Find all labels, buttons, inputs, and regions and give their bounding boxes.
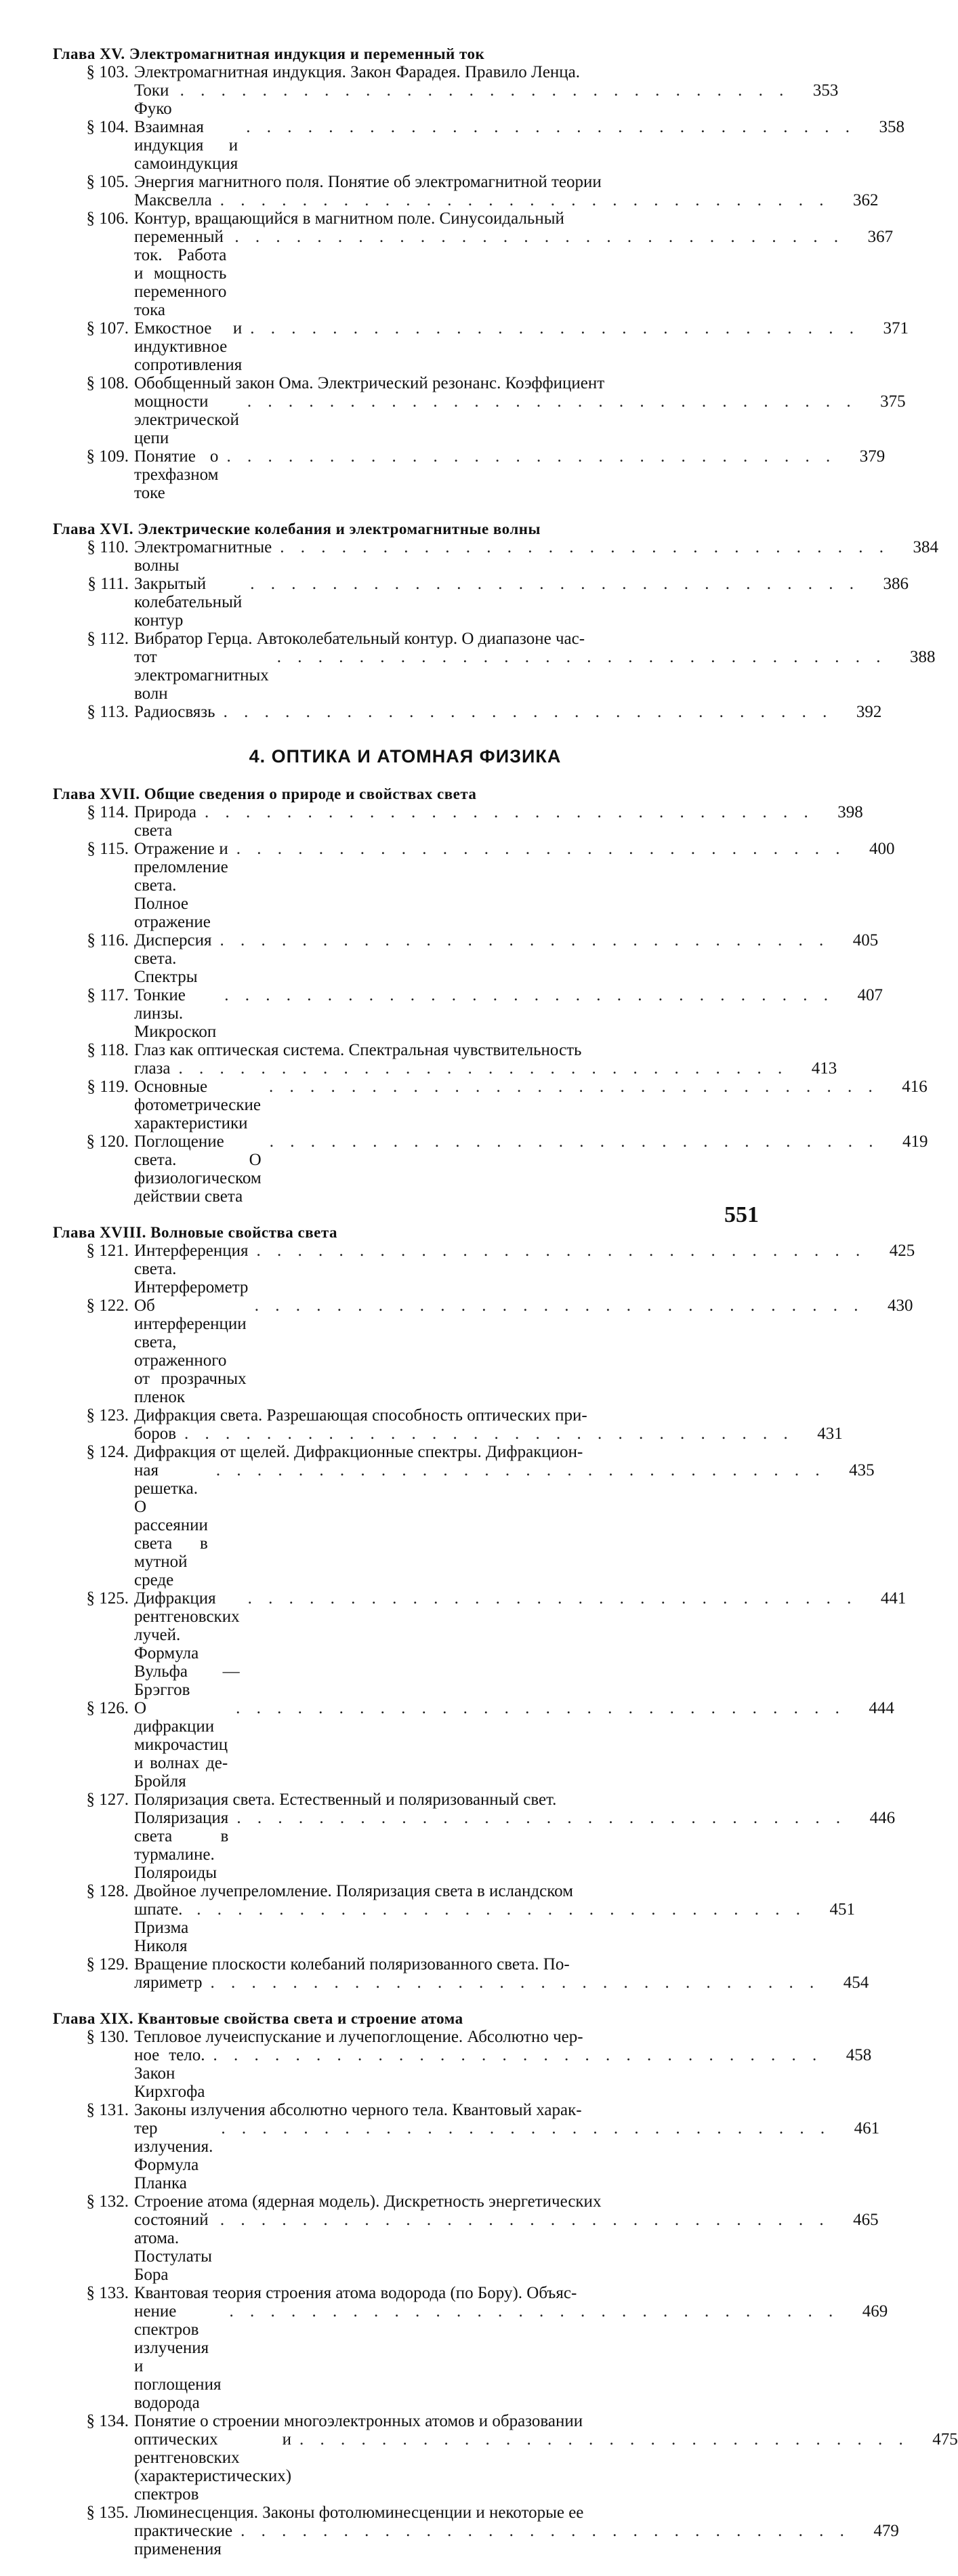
entry-line [134,81,838,118]
page-ref: 451 [829,1900,855,1919]
entry-line [134,2119,879,2192]
entry-text: боров [134,1425,177,1443]
leader-dots: . . . . . . . . . . . . . . . . . . . . . . . . . . . . . . [220,2211,830,2229]
toc-entry [53,931,879,986]
entry-line [134,2503,899,2522]
entry-text: Тепловое лучеиспускание и лучепоглощение. Абсолютно чер- [134,2028,583,2046]
entry-body [134,2101,879,2192]
toc-entry [53,1078,928,1132]
entry-text: практические применения [134,2522,233,2558]
leader-dots: . . . . . . . . . . . . . . . . . . . . . . . . . . . . . . [254,1296,865,1315]
page-ref: 435 [849,1461,875,1479]
section-number: § 119. [87,1078,129,1096]
entry-text: Об интерференции света, отраженного от прозрачных пленок [134,1296,247,1406]
leader-dots: . . . . . . . . . . . . . . . . . . . . . . . . . . . . . . [229,2302,839,2321]
entry-text: переменный ток. Работа и мощность переменного тока [134,228,227,319]
entry-text: Поляризация света. Естественный и поляризованный свет. [134,1791,557,1809]
entry-line [134,1443,875,1461]
entry-text: Дисперсия света. Спектры [134,931,212,986]
toc-entry [53,538,939,575]
entry-body [134,63,838,118]
entry-text: ляриметр [134,1974,203,1992]
entry-text: ная решетка. О рассеянии света в мутной среде [134,1461,208,1589]
entry-line [134,986,883,1041]
section-number: § 117. [87,986,129,1004]
entry-body [134,2192,879,2284]
entry-line [134,1296,913,1406]
page-ref: 405 [852,931,879,949]
entry-text: тот электромагнитных волн [134,648,269,703]
leader-dots: . . . . . . . . . . . . . . . . . . . . . . . . . . . . . . [220,191,830,209]
section-number: § 107. [86,319,129,338]
toc-entry [53,63,839,118]
leader-dots: . . . . . . . . . . . . . . . . . . . . . . . . . . . . . . [196,1900,806,1919]
entry-line [134,1900,855,1955]
toc-entry [53,447,886,502]
entry-line [134,2284,888,2302]
entry-body [134,2412,958,2503]
entry-body [134,1041,837,1078]
page-ref: 379 [859,447,886,466]
section-number: § 124. [86,1443,129,1461]
entry-body [134,840,894,931]
entry-body [134,986,883,1041]
section-number: § 120. [86,1132,129,1151]
toc-entry [53,703,882,721]
leader-dots: . . . . . . . . . . . . . . . . . . . . . . . . . . . . . . [234,228,845,246]
page-ref: 384 [913,538,939,556]
entry-line [134,209,893,228]
entry-line [134,63,838,81]
toc-entry [53,118,904,173]
section-number: § 104. [86,118,129,136]
page-number: 551 [724,1202,759,1227]
toc-entry [53,1955,869,1992]
chapter-title: Глава XIX. Квантовые свойства света и строение атома [53,2010,463,2027]
entry-line [134,1809,895,1882]
entry-text: Поляризация света в турмалине. Поляроиды [134,1809,229,1882]
entry-text: Люминесценция. Законы фотолюминесценции и некоторые ее [134,2503,584,2522]
entry-text: шпате. Призма Николя [134,1900,189,1955]
entry-line [134,173,879,191]
toc-entry [53,840,895,931]
page-ref: 407 [857,986,883,1004]
entry-line [134,1078,928,1132]
chapter-title: Глава XVIII. Волновые свойства света [53,1224,337,1241]
leader-dots: . . . . . . . . . . . . . . . . . . . . . . . . . . . . . . [241,2522,850,2540]
toc-entry [53,803,863,840]
section-number: § 113. [87,703,129,721]
section-number: § 116. [87,931,129,949]
entry-text: глаза [134,1059,171,1078]
entry-line [134,1974,869,1992]
entry-body [134,2503,899,2558]
chapter-block [53,45,909,502]
toc-entry [53,1791,896,1882]
entry-text: Квантовая теория строения атома водорода (по Бору). Объяс- [134,2284,577,2302]
entry-body [134,1078,928,1132]
section-number: § 111. [87,575,129,593]
entry-line [134,118,904,173]
entry-text: Вращение плоскости колебаний поляризованного света. По- [134,1955,570,1974]
page-ref: 413 [811,1059,837,1078]
leader-dots: . . . . . . . . . . . . . . . . . . . . . . . . . . . . . . [224,986,834,1004]
page-ref: 461 [854,2119,880,2138]
leader-dots: . . . . . . . . . . . . . . . . . . . . . . . . . . . . . . [246,118,856,136]
entry-line [134,1791,895,1809]
entry-body [134,1406,843,1443]
entry-body [134,2028,871,2101]
table-of-contents [53,45,958,2576]
toc-entry [53,1406,843,1443]
entry-line [134,1699,894,1791]
entry-line [134,1882,855,1900]
page-ref: 367 [867,228,894,246]
page-ref: 444 [869,1699,894,1717]
entry-text: Электромагнитная индукция. Закон Фарадея. Правило Ленца. [134,63,581,81]
section-number: § 112. [87,630,129,648]
entry-line [134,803,863,840]
entry-body [134,1589,906,1699]
section-number: § 133. [86,2284,129,2302]
section-number: § 134. [86,2412,129,2430]
entry-line [134,840,894,931]
leader-dots: . . . . . . . . . . . . . . . . . . . . . . . . . . . . . . [213,2046,823,2064]
entry-text: Природа света [134,803,197,840]
entry-line [134,1461,875,1589]
page-ref: 388 [910,648,936,666]
entry-line [134,2412,958,2430]
page-ref: 392 [856,703,882,721]
leader-dots: . . . . . . . . . . . . . . . . . . . . . . . . . . . . . . [236,840,846,858]
toc-entry [53,630,936,703]
entry-line [134,191,879,209]
entry-text: Дифракция света. Разрешающая способность оптических при- [134,1406,587,1425]
toc-entry [53,1132,928,1206]
entry-text: Понятие о строении многоэлектронных атомов и образовании [134,2412,583,2430]
page-ref: 362 [853,191,879,209]
entry-text: Отражение и преломление света. Полное отражение [134,840,228,931]
entry-line [134,1059,837,1078]
leader-dots: . . . . . . . . . . . . . . . . . . . . . . . . . . . . . . [256,1242,867,1260]
section-number: § 105. [86,173,129,191]
entry-text: Радиосвязь [134,703,215,721]
leader-dots: . . . . . . . . . . . . . . . . . . . . . . . . . . . . . . [236,1809,847,1827]
page-ref: 469 [862,2302,888,2321]
entry-line [134,1955,869,1974]
entry-text: Максвелла [134,191,212,209]
leader-dots: . . . . . . . . . . . . . . . . . . . . . . . . . . . . . . [226,447,837,466]
section-number: § 131. [86,2101,129,2119]
entry-body [134,209,893,319]
page-ref: 446 [869,1809,896,1827]
page-ref: 458 [846,2046,872,2064]
section-number: § 126. [86,1699,129,1717]
leader-dots: . . . . . . . . . . . . . . . . . . . . . . . . . . . . . . [220,931,830,949]
entry-line [134,2028,871,2046]
leader-dots: . . . . . . . . . . . . . . . . . . . . . . . . . . . . . . [184,1425,794,1443]
entry-body [134,374,906,447]
entry-text: Энергия магнитного поля. Понятие об электромагнитной теории [134,173,602,191]
section-number: § 115. [87,840,129,858]
page-ref: 430 [887,1296,913,1315]
section-number: § 110. [87,538,129,556]
leader-dots: . . . . . . . . . . . . . . . . . . . . . . . . . . . . . . [276,648,887,666]
entry-body [134,173,879,209]
page-ref: 358 [879,118,904,136]
toc-entry [53,173,879,209]
entry-line [134,1041,837,1059]
entry-line [134,319,909,374]
entry-body [134,1443,875,1589]
entry-text: Законы излучения абсолютно черного тела. Квантовый харак- [134,2101,582,2119]
toc-entry [53,2503,899,2558]
entry-text: Закрытый колебательный контур [134,575,243,630]
entry-text: О дифракции микрочастиц и волнах де-Бройля [134,1699,228,1791]
entry-line [134,575,909,630]
entry-body [134,1699,894,1791]
entry-body [134,319,909,374]
page-ref: 419 [902,1132,928,1151]
page-ref: 398 [837,803,863,821]
leader-dots: . . . . . . . . . . . . . . . . . . . . . . . . . . . . . . [247,392,857,411]
page-ref: 479 [873,2522,899,2540]
page-ref: 465 [853,2211,879,2229]
section-number: § 108. [86,374,129,392]
page-ref: 386 [883,575,909,593]
entry-line [134,2046,871,2101]
toc-entry [53,2028,872,2101]
page-ref: 431 [817,1425,843,1443]
entry-text: Взаимная индукция и самоиндукция [134,118,238,173]
leader-dots: . . . . . . . . . . . . . . . . . . . . . . . . . . . . . . [178,1059,789,1078]
section-number: § 122. [86,1296,129,1315]
entry-line [134,1589,906,1699]
leader-dots: . . . . . . . . . . . . . . . . . . . . . . . . . . . . . . [221,2119,831,2138]
section-number: § 132. [86,2192,129,2211]
chapter-block [53,785,928,1206]
entry-line [134,2302,888,2412]
entry-text: Понятие о трехфазном токе [134,447,219,502]
entry-text: Дифракция рентгеновских лучей. Формула Вульфа — Брэггов [134,1589,240,1699]
entry-text: Интерференция света. Интерферометр [134,1242,249,1296]
page-ref: 375 [880,392,906,411]
entry-body [134,118,904,173]
chapter-title: Глава XVII. Общие сведения о природе и свойствах света [53,785,477,802]
entry-body [134,1296,913,1406]
entry-line [134,1242,915,1296]
entry-text: Вибратор Герца. Автоколебательный контур. О диапазоне час- [134,630,585,648]
chapter-title: Глава XV. Электромагнитная индукция и переменный ток [53,45,485,62]
leader-dots: . . . . . . . . . . . . . . . . . . . . . . . . . . . . . . [223,703,833,721]
section-number: § 106. [86,209,129,228]
entry-line [134,630,936,648]
part-title: 4. ОПТИКА И АТОМНАЯ ФИЗИКА [249,746,562,766]
entry-text: Контур, вращающийся в магнитном поле. Синусоидальный [134,209,564,228]
chapter-title: Глава XVI. Электрические колебания и электромагнитные волны [53,520,541,537]
page-ref: 425 [889,1242,915,1260]
entry-body [134,803,863,840]
section-number: § 114. [87,803,129,821]
entry-line [134,228,893,319]
entry-text: Емкостное и индуктивное сопротивления [134,319,243,374]
page-ref: 353 [812,81,839,100]
leader-dots: . . . . . . . . . . . . . . . . . . . . . . . . . . . . . . [247,1589,858,1608]
section-number: § 130. [86,2028,129,2046]
entry-text: ное тело. Закон Кирхгофа [134,2046,205,2101]
entry-body [134,538,938,575]
entry-line [134,1132,928,1206]
entry-text: оптических и рентгеновских (характеристических) спектров [134,2430,292,2503]
leader-dots: . . . . . . . . . . . . . . . . . . . . . . . . . . . . . . [250,319,860,338]
entry-line [134,2192,879,2211]
toc-entry [53,986,883,1041]
toc-entry [53,2284,888,2412]
leader-dots: . . . . . . . . . . . . . . . . . . . . . . . . . . . . . . [205,803,814,821]
entry-line [134,374,906,392]
section-number: § 109. [86,447,129,466]
entry-line [134,703,881,721]
entry-text: мощности электрической цепи [134,392,239,447]
toc-entry [53,1296,913,1406]
entry-line [134,2101,879,2119]
entry-line [134,2211,879,2284]
entry-body [134,1242,915,1296]
entry-text: Дифракция от щелей. Дифракционные спектры. Дифракцион- [134,1443,583,1461]
section-number: § 127. [86,1791,129,1809]
entry-body [134,2284,888,2412]
toc-entry [53,1443,875,1589]
entry-line [134,2522,899,2558]
toc-entry [53,374,906,447]
leader-dots: . . . . . . . . . . . . . . . . . . . . . . . . . . . . . . [180,81,790,100]
leader-dots: . . . . . . . . . . . . . . . . . . . . . . . . . . . . . . [299,2430,909,2449]
toc-entry [53,1242,915,1296]
entry-text: Поглощение света. О физиологическом действии света [134,1132,262,1206]
entry-body [134,1132,928,1206]
entry-text: Основные фотометрические характеристики [134,1078,262,1132]
toc-entry [53,319,909,374]
section-number: § 135. [86,2503,129,2522]
leader-dots: . . . . . . . . . . . . . . . . . . . . . . . . . . . . . . [236,1699,846,1717]
entry-body [134,703,881,721]
entry-line [134,931,878,986]
entry-body [134,931,878,986]
leader-dots: . . . . . . . . . . . . . . . . . . . . . . . . . . . . . . [280,538,890,556]
chapter-block [53,1223,915,1992]
section-number: § 128. [86,1882,129,1900]
entry-text: Электромагнитные волны [134,538,272,575]
entry-line [134,1425,843,1443]
chapter-block [53,520,939,721]
entry-text: тер излучения. Формула Планка [134,2119,213,2192]
toc-entry [53,1589,907,1699]
leader-dots: . . . . . . . . . . . . . . . . . . . . . . . . . . . . . . [269,1078,879,1096]
chapter-block [53,2009,958,2558]
entry-text: Токи Фуко [134,81,172,118]
entry-text: нение спектров излучения и поглощения водорода [134,2302,222,2412]
leader-dots: . . . . . . . . . . . . . . . . . . . . . . . . . . . . . . [250,575,860,593]
entry-text: Строение атома (ядерная модель). Дискретность энергетических [134,2192,602,2211]
entry-body [134,447,885,502]
entry-line [134,1406,843,1425]
section-number: § 123. [86,1406,129,1425]
section-number: § 125. [86,1589,129,1608]
entry-body [134,630,936,703]
entry-text: Тонкие линзы. Микроскоп [134,986,217,1041]
page-ref: 441 [880,1589,907,1608]
entry-line [134,648,936,703]
entry-text: Глаз как оптическая система. Спектральная чувствительность [134,1041,582,1059]
toc-entry [53,2412,958,2503]
toc-entry [53,2101,880,2192]
toc-entry [53,1699,894,1791]
toc-entry [53,575,909,630]
toc-entry [53,1041,837,1078]
section-number: § 129. [86,1955,129,1974]
page-ref: 416 [902,1078,928,1096]
page-ref: 454 [843,1974,869,1992]
entry-body [134,1882,855,1955]
entry-text: состояний атома. Постулаты Бора [134,2211,212,2284]
page-ref: 371 [883,319,909,338]
entry-body [134,1955,869,1992]
entry-line [134,392,906,447]
section-number: § 118. [87,1041,129,1059]
entry-text: Обобщенный закон Ома. Электрический резонанс. Коэффициент [134,374,605,392]
section-number: § 103. [86,63,129,81]
toc-entry [53,1882,855,1955]
toc-entry [53,2192,879,2284]
toc-entry [53,209,894,319]
leader-dots: . . . . . . . . . . . . . . . . . . . . . . . . . . . . . . [215,1461,826,1479]
entry-body [134,1791,895,1882]
entry-line [134,538,938,575]
entry-line [134,447,885,502]
entry-line [134,2430,958,2503]
entry-text: Двойное лучепреломление. Поляризация света в исландском [134,1882,573,1900]
section-number: § 121. [86,1242,129,1260]
page-ref: 400 [869,840,895,858]
page-ref: 475 [932,2430,958,2449]
entry-body [134,575,909,630]
leader-dots: . . . . . . . . . . . . . . . . . . . . . . . . . . . . . . [210,1974,820,1992]
leader-dots: . . . . . . . . . . . . . . . . . . . . . . . . . . . . . . [269,1132,879,1151]
